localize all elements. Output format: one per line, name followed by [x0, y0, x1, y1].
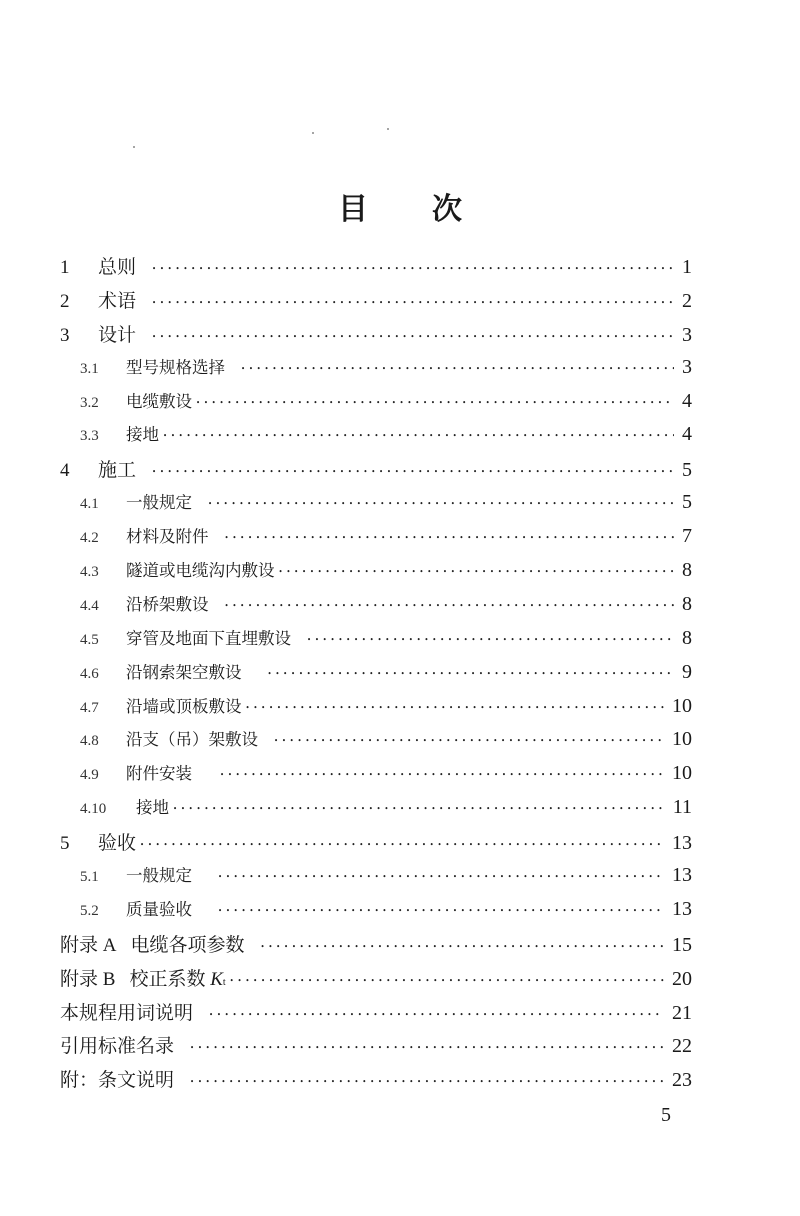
toc-entry-page: 15	[672, 933, 692, 956]
dot-leader	[140, 836, 664, 850]
toc-entry[interactable]	[60, 625, 692, 659]
toc-entry-number: 附录 B	[60, 968, 116, 990]
toc-entry-label: 电缆各项参数	[130, 933, 245, 956]
toc-entry-number: 2	[60, 290, 70, 312]
toc-entry-label: 材料及附件	[126, 527, 209, 547]
toc-entry-page: 22	[672, 1035, 692, 1058]
dot-leader	[163, 427, 674, 441]
toc-entry-label: 引用标准名录	[60, 1035, 175, 1058]
toc-entry-number: 附录 A	[60, 934, 117, 956]
toc-entry[interactable]	[60, 760, 692, 794]
toc-entry-label: 质量验收	[126, 899, 192, 919]
toc-entry[interactable]	[60, 726, 692, 760]
toc-entry-number: 4	[60, 460, 70, 482]
toc-entry-page: 9	[682, 660, 692, 683]
title-char: 次	[432, 192, 462, 228]
toc-entry[interactable]	[60, 252, 692, 286]
toc-entry-label: 沿钢索架空敷设	[126, 662, 242, 682]
dot-leader	[152, 294, 674, 308]
dot-leader	[190, 1073, 664, 1087]
toc-entry-page: 3	[682, 355, 692, 378]
toc-entry-number: 4.4	[80, 597, 99, 614]
toc-entry-number: 4.3	[80, 564, 99, 581]
toc-entry-label: 附件安装	[126, 764, 192, 784]
dot-leader	[209, 1006, 664, 1020]
dot-leader	[218, 902, 664, 916]
toc-entry-label: 穿管及地面下直埋敷设	[126, 628, 291, 648]
toc-entry[interactable]	[60, 286, 692, 320]
toc-entry-label: 校正系数	[129, 967, 206, 990]
toc-entry-page: 13	[672, 832, 692, 855]
dot-leader	[196, 394, 674, 408]
toc-entry[interactable]	[60, 896, 692, 930]
toc-entry[interactable]	[60, 828, 692, 862]
toc-entry-label: 施工	[98, 459, 137, 482]
toc-entry-number: 5.2	[80, 902, 99, 919]
toc-entry[interactable]	[60, 591, 692, 625]
toc-entry[interactable]	[60, 354, 692, 388]
toc-entry-number: 4.7	[80, 699, 99, 716]
toc-entry-label: 总则	[98, 256, 137, 278]
dot-leader	[152, 260, 674, 274]
toc-entry-number: 4.6	[80, 665, 99, 682]
symbol-k: K	[210, 968, 223, 990]
dot-leader	[268, 665, 675, 679]
toc-entry[interactable]	[60, 794, 692, 828]
toc-entry-page: 20	[672, 967, 692, 990]
toc-entry[interactable]	[60, 1031, 692, 1065]
toc-entry-page: 10	[672, 694, 692, 717]
toc-entry-number: 3	[60, 324, 70, 346]
toc-entry[interactable]	[60, 930, 692, 964]
toc-entry-label: 沿桥架敷设	[126, 594, 209, 614]
correction-factor-symbol	[205, 969, 225, 991]
page-number: 5	[661, 1104, 671, 1126]
toc-entry[interactable]	[60, 557, 692, 591]
toc-entry[interactable]	[60, 320, 692, 354]
dot-leader	[152, 328, 674, 342]
toc-entry-number: 3.1	[80, 360, 99, 377]
toc-entry-label: 本规程用词说明	[60, 1001, 194, 1024]
toc-entry[interactable]	[60, 388, 692, 422]
toc-entry[interactable]	[60, 1065, 692, 1099]
toc-entry[interactable]	[60, 659, 692, 693]
toc-entry-page: 8	[682, 592, 692, 615]
toc-entry-page: 10	[672, 728, 692, 751]
toc-entry[interactable]	[60, 523, 692, 557]
toc-entry-page: 11	[672, 796, 692, 819]
toc-entry-number: 3.2	[80, 394, 99, 411]
dot-leader	[307, 631, 674, 645]
toc-entry-label: 接地	[126, 425, 159, 445]
toc-entry-label: 接地	[136, 798, 169, 818]
dot-leader	[173, 800, 665, 814]
toc-entry-page: 8	[682, 559, 692, 582]
toc-entry-page: 1	[682, 256, 692, 278]
dot-leader	[261, 938, 665, 952]
dot-leader	[152, 463, 674, 477]
toc-entry-page: 4	[682, 389, 692, 412]
toc-entry-number: 4.2	[80, 530, 99, 547]
toc-entry-number: 4.8	[80, 733, 99, 750]
toc-entry-label: 电缆敷设	[126, 391, 192, 411]
toc-entry-label: 一般规定	[126, 866, 192, 886]
toc-entry-number: 3.3	[80, 428, 99, 445]
toc-entry-page: 23	[672, 1069, 692, 1092]
toc-entry-number: 4.5	[80, 631, 99, 648]
toc-entry-page: 13	[672, 864, 692, 887]
toc-entry[interactable]	[60, 489, 692, 523]
toc-entry-page: 13	[672, 897, 692, 920]
toc-entry[interactable]	[60, 693, 692, 727]
dot-leader	[230, 972, 664, 986]
dot-leader	[279, 563, 675, 577]
toc-entry[interactable]	[60, 964, 692, 998]
title-char: 目	[338, 192, 368, 228]
dot-leader	[190, 1039, 664, 1053]
toc-entry-page: 8	[682, 626, 692, 649]
scan-speck	[312, 132, 314, 134]
dot-leader	[225, 529, 675, 543]
toc-entry-page: 7	[682, 525, 692, 548]
dot-leader	[220, 766, 664, 780]
toc-entry-label: 型号规格选择	[126, 357, 225, 377]
toc-entry-label: 附：条文说明	[60, 1069, 175, 1092]
toc-entry-label: 沿墙或顶板敷设	[126, 696, 242, 716]
toc-entry-label: 一般规定	[126, 493, 192, 513]
dot-leader	[274, 732, 664, 746]
toc-entry-label: 验收	[98, 832, 137, 855]
toc-entry-number: 4.10	[80, 801, 107, 818]
toc-entry-number: 4.1	[80, 496, 99, 513]
toc-entry-label: 术语	[98, 289, 137, 312]
scan-speck	[387, 128, 389, 130]
toc-entry-number: 5.1	[80, 869, 99, 886]
toc-entry-label: 设计	[98, 323, 137, 346]
dot-leader	[241, 360, 674, 374]
toc-entry-page: 10	[672, 762, 692, 785]
table-of-contents	[60, 252, 692, 1099]
dot-leader	[246, 699, 665, 713]
toc-entry[interactable]	[60, 862, 692, 896]
toc-entry[interactable]	[60, 455, 692, 489]
toc-entry-page: 4	[682, 423, 692, 446]
page-title	[0, 184, 800, 228]
scan-speck	[133, 146, 135, 148]
toc-entry[interactable]	[60, 421, 692, 455]
toc-entry-page: 3	[682, 323, 692, 346]
dot-leader	[208, 495, 674, 509]
toc-entry-page: 5	[682, 491, 692, 514]
dot-leader	[218, 868, 664, 882]
toc-entry-number: 1	[60, 257, 70, 278]
toc-entry-number: 4.9	[80, 767, 99, 784]
toc-entry-label: 沿支（吊）架敷设	[126, 730, 258, 750]
toc-entry-page: 2	[682, 289, 692, 312]
toc-entry-page: 5	[682, 459, 692, 482]
toc-entry-label: 隧道或电缆沟内敷设	[126, 561, 275, 581]
toc-entry-page: 21	[672, 1001, 692, 1024]
dot-leader	[225, 597, 675, 611]
toc-entry-number: 5	[60, 833, 70, 855]
toc-entry[interactable]	[60, 998, 692, 1032]
symbol-subscript: t	[222, 976, 226, 988]
